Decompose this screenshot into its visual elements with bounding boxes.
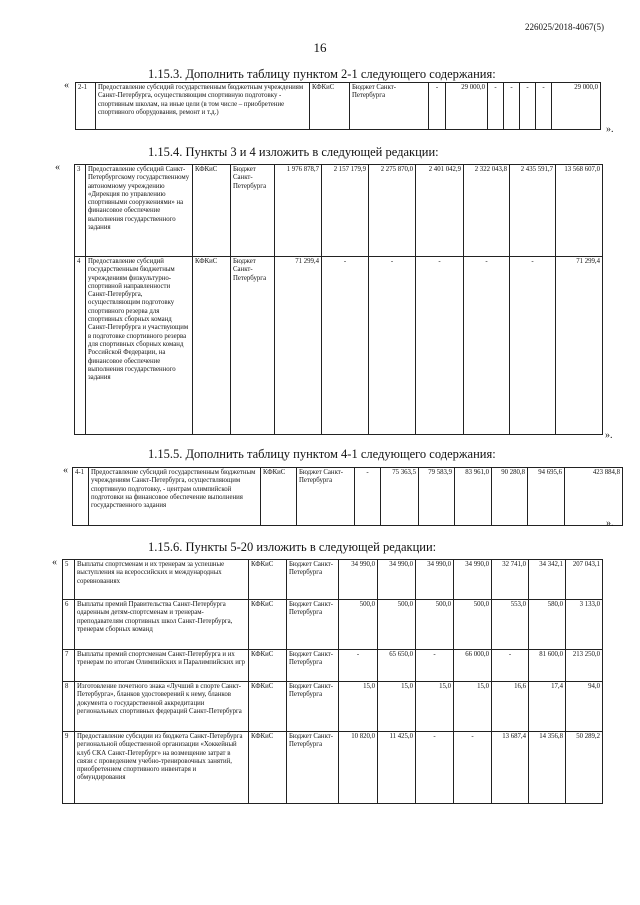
- page-number: 16: [313, 40, 327, 55]
- row-total: 423 884,8: [565, 468, 623, 526]
- table-row: [63, 650, 603, 682]
- section-title-1: 1.15.3. Дополнить таблицу пунктом 2-1 следующего содержания:: [148, 67, 496, 81]
- table-row: [63, 600, 603, 650]
- row-value: 11 425,0: [378, 732, 416, 804]
- row-number: 9: [63, 732, 75, 804]
- row-total: 50 289,2: [566, 732, 603, 804]
- row-description: Выплаты премий спортсменам Санкт-Петербурга и их тренерам по итогам Олимпийских и Паралимпийских игр: [75, 650, 249, 682]
- row-description: Изготовление почетного знака «Лучший в спорте Санкт-Петербурга», бланков удостоверений к нему, бланков документа о государственной аккредитации региональных спортивных федераций Санкт-Петербурга: [75, 682, 249, 732]
- row-executor: КФКиС: [249, 732, 287, 804]
- row-value: -: [520, 83, 536, 130]
- row-number: 7: [63, 650, 75, 682]
- row-value: 83 961,0: [455, 468, 492, 526]
- row-value: -: [416, 650, 454, 682]
- row-description: Предоставление субсидий государственным бюджетным учреждениям Санкт-Петербурга, осуществляющим спортивную подготовку, - центрам олимпийской подготовки на финансовое обеспечение выполнения государственного задания: [89, 468, 261, 526]
- row-value: 553,0: [492, 600, 529, 650]
- row-value: -: [322, 257, 369, 435]
- row-total: 207 043,1: [566, 560, 603, 600]
- row-description: Предоставление субсидии из бюджета Санкт-Петербурга региональной общественной организации «Хоккейный клуб СКА Санкт-Петербург» на возмещение затрат в связи с проведением учебно-тренировочных занятий, приобретением спортивного инвентаря и обмундирования: [75, 732, 249, 804]
- table-row: [76, 83, 601, 130]
- row-executor: КФКиС: [193, 165, 231, 257]
- row-executor: КФКиС: [193, 257, 231, 435]
- row-total: 71 299,4: [556, 257, 603, 435]
- row-value: 2 401 042,9: [416, 165, 464, 257]
- row-value: -: [369, 257, 416, 435]
- row-value: -: [454, 732, 492, 804]
- row-executor: КФКиС: [249, 560, 287, 600]
- row-value: 75 363,5: [381, 468, 419, 526]
- row-value: 34 990,0: [378, 560, 416, 600]
- table-section-4: [62, 559, 603, 804]
- row-source: Бюджет Санкт-Петербурга: [287, 732, 339, 804]
- row-value: 29 000,0: [446, 83, 488, 130]
- row-value: 2 435 591,7: [510, 165, 556, 257]
- row-value: 15,0: [454, 682, 492, 732]
- close-quote-3: ».: [606, 518, 614, 529]
- row-description: Предоставление субсидий государственным бюджетным учреждениям Санкт-Петербурга, осуществляющим спортивную подготовку - спортивным школам, на иные цели (в том числе – приобретение спортивного оборудования, ремонт и т.д.): [96, 83, 310, 130]
- section-title-2: 1.15.4. Пункты 3 и 4 изложить в следующей редакции:: [148, 145, 439, 159]
- close-quote-2: ».: [605, 430, 613, 441]
- row-value: -: [464, 257, 510, 435]
- open-quote-2: «: [55, 162, 60, 173]
- row-source: Бюджет Санкт-Петербурга: [287, 560, 339, 600]
- row-number: 4: [75, 257, 86, 435]
- row-value: 15,0: [378, 682, 416, 732]
- row-description: Выплаты премий Правительства Санкт-Петербурга одаренным детям-спортсменам и тренерам-преподавателям спортивных школ Санкт-Петербурга, тренерам сборных команд: [75, 600, 249, 650]
- row-value: 32 741,0: [492, 560, 529, 600]
- row-value: 81 600,0: [529, 650, 566, 682]
- row-value: 500,0: [416, 600, 454, 650]
- row-value: -: [416, 257, 464, 435]
- row-value: 580,0: [529, 600, 566, 650]
- row-source: Бюджет Санкт-Петербурга: [287, 682, 339, 732]
- open-quote-3: «: [63, 465, 68, 476]
- table-row: [75, 257, 603, 435]
- row-source: Бюджет Санкт-Петербурга: [231, 165, 275, 257]
- row-source: Бюджет Санкт-Петербурга: [231, 257, 275, 435]
- row-value: 71 299,4: [275, 257, 322, 435]
- table-row: [63, 732, 603, 804]
- row-description: Выплаты спортсменам и их тренерам за успешные выступления на всероссийских и международных соревнованиях: [75, 560, 249, 600]
- row-value: 2 157 179,9: [322, 165, 369, 257]
- row-source: Бюджет Санкт-Петербурга: [350, 83, 429, 130]
- row-total: 29 000,0: [552, 83, 601, 130]
- close-quote-1: ».: [606, 124, 614, 135]
- row-value: -: [536, 83, 552, 130]
- table-row: [75, 165, 603, 257]
- row-value: -: [416, 732, 454, 804]
- row-value: 2 322 043,8: [464, 165, 510, 257]
- row-value: 34 990,0: [416, 560, 454, 600]
- row-executor: КФКиС: [261, 468, 297, 526]
- row-total: 3 133,0: [566, 600, 603, 650]
- open-quote-1: «: [64, 80, 69, 91]
- row-source: Бюджет Санкт-Петербурга: [287, 600, 339, 650]
- row-value: 34 990,0: [339, 560, 378, 600]
- row-number: 2-1: [76, 83, 96, 130]
- row-value: -: [488, 83, 504, 130]
- row-value: 500,0: [378, 600, 416, 650]
- row-value: -: [510, 257, 556, 435]
- row-value: 15,0: [416, 682, 454, 732]
- row-value: 90 280,8: [492, 468, 528, 526]
- row-value: 34 990,0: [454, 560, 492, 600]
- row-total: 213 250,0: [566, 650, 603, 682]
- row-value: 94 695,6: [528, 468, 565, 526]
- section-title-4: 1.15.6. Пункты 5-20 изложить в следующей редакции:: [148, 540, 437, 554]
- row-value: 500,0: [339, 600, 378, 650]
- document-number: 226025/2018-4067(5): [525, 22, 604, 32]
- table-row: [73, 468, 623, 526]
- table-section-3: [72, 467, 623, 526]
- table-section-1: [75, 82, 601, 130]
- row-value: -: [339, 650, 378, 682]
- row-value: -: [355, 468, 381, 526]
- row-source: Бюджет Санкт-Петербурга: [287, 650, 339, 682]
- row-value: 65 650,0: [378, 650, 416, 682]
- open-quote-4: «: [52, 557, 57, 568]
- row-description: Предоставление субсидий Санкт-Петербургскому государственному автономному учреждению «Дирекция по управлению спортивными сооружениями» на финансовое обеспечение выполнения государственного задания: [86, 165, 193, 257]
- table-row: [63, 682, 603, 732]
- row-value: 16,6: [492, 682, 529, 732]
- row-total: 13 568 607,0: [556, 165, 603, 257]
- row-number: 4-1: [73, 468, 89, 526]
- row-value: 66 000,0: [454, 650, 492, 682]
- row-value: -: [429, 83, 446, 130]
- row-executor: КФКиС: [249, 682, 287, 732]
- row-value: 17,4: [529, 682, 566, 732]
- table-section-2: [74, 164, 603, 435]
- row-number: 5: [63, 560, 75, 600]
- row-value: -: [492, 650, 529, 682]
- row-value: 79 583,9: [419, 468, 455, 526]
- row-executor: КФКиС: [249, 600, 287, 650]
- row-executor: КФКиС: [310, 83, 350, 130]
- row-executor: КФКиС: [249, 650, 287, 682]
- row-value: 500,0: [454, 600, 492, 650]
- row-value: 14 356,8: [529, 732, 566, 804]
- row-number: 8: [63, 682, 75, 732]
- row-value: 34 342,1: [529, 560, 566, 600]
- table-row: [63, 560, 603, 600]
- row-number: 3: [75, 165, 86, 257]
- row-value: 1 976 878,7: [275, 165, 322, 257]
- row-value: -: [504, 83, 520, 130]
- row-value: 2 275 870,0: [369, 165, 416, 257]
- row-number: 6: [63, 600, 75, 650]
- row-source: Бюджет Санкт-Петербурга: [297, 468, 355, 526]
- section-title-3: 1.15.5. Дополнить таблицу пунктом 4-1 следующего содержания:: [148, 447, 496, 461]
- row-value: 13 687,4: [492, 732, 529, 804]
- row-total: 94,0: [566, 682, 603, 732]
- row-value: 10 820,0: [339, 732, 378, 804]
- row-description: Предоставление субсидий государственным бюджетным учреждениям физкультурно-спортивной направленности Санкт-Петербурга, осуществляющим подготовку спортивного резерва для спортивных сборных команд Санкт-Петербурга и участвующим в подготовке спортивного резерва для спортивных сборных команд Российской Федерации, на финансовое обеспечение выполнения государственного задания: [86, 257, 193, 435]
- row-value: 15,0: [339, 682, 378, 732]
